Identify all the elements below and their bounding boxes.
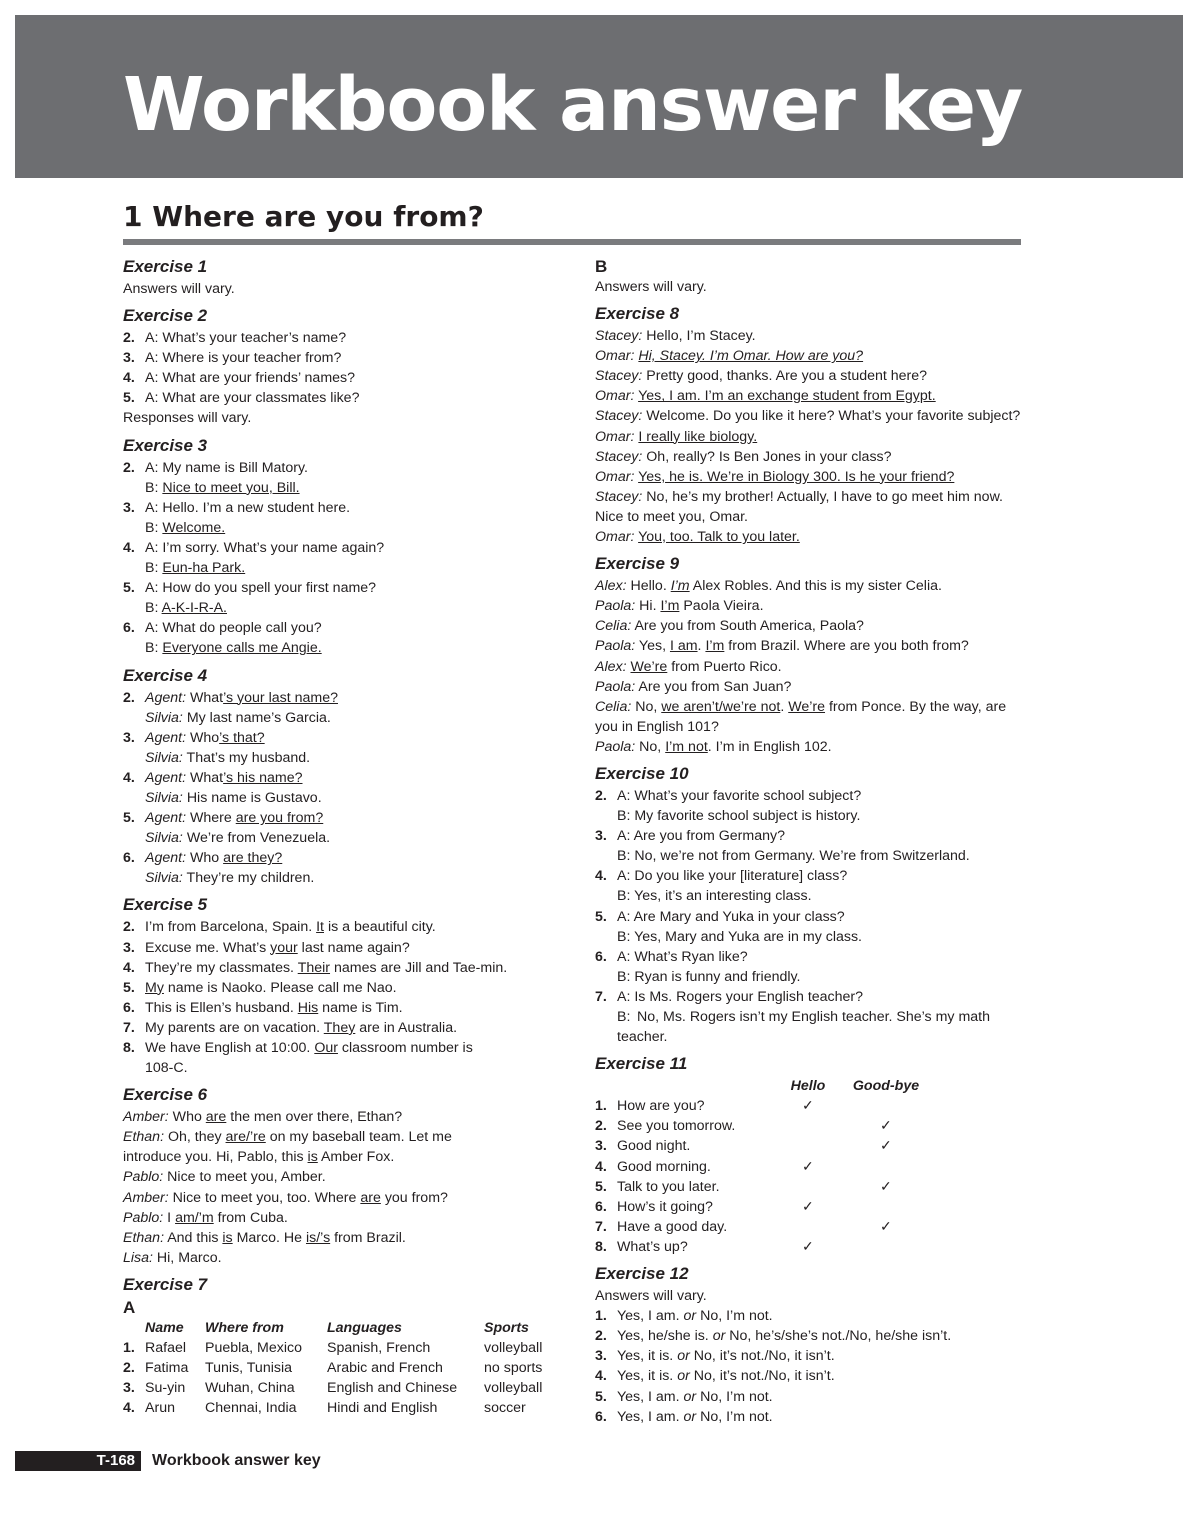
greetings-table: [595, 1076, 931, 1257]
dialogue-line: Stacey: Pretty good, thanks. Are you a student here?: [595, 368, 928, 385]
table-row: 4. Good morning. ✓: [595, 1157, 931, 1177]
list-item: 2. A: What’s your favorite school subject?: [595, 787, 862, 804]
dialogue-line: Paola: No, I’m not. I’m in English 102.: [595, 738, 832, 755]
dialogue-line: Ethan: Oh, they are/’re on my baseball team. Let me: [123, 1129, 452, 1146]
list-item: 7. My parents are on vacation. They are in Australia.: [123, 1019, 458, 1036]
list-item: 6. A: What do people call you?: [123, 620, 322, 637]
table-row: 1. Rafael Puebla, Mexico Spanish, French volleyball: [123, 1340, 543, 1357]
list-item: 4. A: I’m sorry. What’s your name again?: [123, 539, 385, 556]
dialogue-line: Omar: You, too. Talk to you later.: [595, 529, 800, 546]
exercise-heading: Exercise 3: [123, 435, 208, 455]
dialogue-line: Paola: Are you from San Juan?: [595, 678, 792, 695]
check-mark: [775, 1177, 841, 1197]
list-item: 108-C.: [145, 1060, 188, 1077]
answer-text: Answers will vary.: [595, 1288, 707, 1305]
list-item: B: Yes, it’s an interesting class.: [617, 888, 812, 905]
column-header: Where from: [205, 1319, 284, 1336]
check-mark: ✓: [880, 1138, 892, 1155]
column-header: Languages: [327, 1319, 402, 1336]
column-header: Good-bye: [852, 1078, 920, 1095]
dialogue-line: Amber: Nice to meet you, too. Where are you from?: [123, 1189, 448, 1206]
exercise-heading: Exercise 1: [123, 257, 208, 276]
table-header-row: [595, 1076, 931, 1096]
check-mark: [775, 1116, 841, 1136]
dialogue-line: Alex: Hello. I’m Alex Robles. And this is my sister Celia.: [595, 578, 942, 595]
dialogue-line: Amber: Who are the men over there, Ethan?: [123, 1109, 403, 1126]
table-row: 3. Good night. ✓: [595, 1136, 931, 1156]
answer-text: Answers will vary.: [123, 281, 235, 297]
unit-divider: [123, 239, 1021, 245]
list-item: 3. A: Are you from Germany?: [595, 828, 785, 845]
unit-title: 1 Where are you from?: [123, 200, 484, 233]
list-item: 5. Yes, I am. or No, I’m not.: [595, 1388, 773, 1405]
dialogue-line: Celia: No, we aren’t/we’re not. We’re from Ponce. By the way, are you in English 101?: [595, 698, 1007, 735]
list-item: 4. A: Do you like your [literature] class?: [595, 868, 848, 885]
answer-text: Responses will vary.: [123, 410, 252, 427]
dialogue-line: Alex: We’re from Puerto Rico.: [595, 658, 782, 675]
list-item: 6. This is Ellen’s husband. His name is Tim.: [123, 999, 403, 1016]
list-item: 2. Agent: What’s your last name?: [123, 689, 338, 706]
list-item: 3. Excuse me. What’s your last name again?: [123, 939, 410, 956]
list-item: 8. We have English at 10:00. Our classroom number is: [123, 1040, 473, 1056]
table-row: 3. Su-yin Wuhan, China English and Chinese volleyball: [123, 1380, 543, 1397]
table-row: 2. See you tomorrow. ✓: [595, 1116, 931, 1136]
list-item: B: Everyone calls me Angie.: [145, 640, 322, 657]
left-column: [123, 257, 563, 1418]
list-item: B: Nice to meet you, Bill.: [145, 479, 300, 496]
dialogue-line: Omar: Yes, I am. I’m an exchange student from Egypt.: [595, 388, 936, 405]
list-item: 5. A: Are Mary and Yuka in your class?: [595, 908, 845, 925]
page-number-tab: [15, 1451, 141, 1471]
exercise-heading: Exercise 7: [123, 1274, 208, 1294]
list-item: B: A-K-I-R-A.: [145, 600, 227, 617]
dialogue-line: Celia: Are you from South America, Paola?: [595, 618, 864, 635]
page-number: T-168: [96, 1452, 135, 1469]
exercise-heading: Exercise 5: [123, 895, 208, 915]
list-item: B: Eun-ha Park.: [145, 560, 246, 577]
column-header: Name: [145, 1319, 184, 1336]
table-row: 1. How are you? ✓: [595, 1096, 931, 1116]
check-mark: ✓: [880, 1218, 892, 1235]
check-mark: [841, 1197, 931, 1217]
exercise-heading: Exercise 11: [595, 1054, 688, 1074]
answer-text: Answers will vary.: [595, 279, 707, 295]
check-mark: [775, 1217, 841, 1237]
list-item: Silvia: That’s my husband.: [145, 749, 311, 766]
list-item: 2. A: My name is Bill Matory.: [123, 459, 308, 476]
check-mark: ✓: [880, 1118, 892, 1135]
list-item: B: No, we’re not from Germany. We’re from Switzerland.: [617, 848, 970, 865]
part-label: B: [595, 257, 608, 276]
list-item: 4. Yes, it is. or No, it’s not./No, it isn’t.: [595, 1368, 835, 1385]
list-item: 6. Yes, I am. or No, I’m not.: [595, 1408, 773, 1425]
dialogue-line: Omar: I really like biology.: [595, 428, 758, 445]
table-row: 6. How’s it going? ✓: [595, 1197, 931, 1217]
exercise-heading: Exercise 8: [595, 304, 680, 324]
check-mark: [841, 1096, 931, 1116]
list-item: 3. Agent: Who’s that?: [123, 729, 265, 746]
table-row: 4. Arun Chennai, India Hindi and English soccer: [123, 1400, 526, 1417]
footer-title: Workbook answer key: [152, 1452, 321, 1469]
list-item: 3. A: Hello. I’m a new student here.: [123, 499, 351, 516]
list-item: 4. Agent: What’s his name?: [123, 769, 303, 786]
list-item: 6. Agent: Who are they?: [123, 850, 283, 867]
list-item: Silvia: My last name’s Garcia.: [145, 709, 331, 726]
part-label: A: [123, 1297, 136, 1317]
list-item: 6. A: What’s Ryan like?: [595, 948, 748, 965]
table-header-row: [123, 1318, 542, 1338]
list-item: 3. Yes, it is. or No, it’s not./No, it isn’t.: [595, 1348, 835, 1365]
dialogue-line: Stacey: Welcome. Do you like it here? What’s your favorite subject?: [595, 408, 1021, 425]
list-item: 5. A: How do you spell your first name?: [123, 580, 377, 597]
dialogue-line: Lisa: Hi, Marco.: [123, 1249, 222, 1266]
check-mark: [775, 1136, 841, 1156]
exercise-heading: Exercise 2: [123, 306, 208, 326]
exercise-heading: Exercise 12: [595, 1264, 689, 1284]
page-title: Workbook answer key: [123, 62, 1023, 148]
dialogue-line: Paola: Hi. I’m Paola Vieira.: [595, 598, 764, 615]
table-row: 7. Have a good day. ✓: [595, 1217, 931, 1237]
list-item: 5. A: What are your classmates like?: [123, 390, 360, 407]
exercise-heading: Exercise 10: [595, 763, 689, 783]
list-item: B: Yes, Mary and Yuka are in my class.: [617, 928, 862, 945]
list-item: 4. A: What are your friends’ names?: [123, 370, 356, 387]
dialogue-line: Ethan: And this is Marco. He is/’s from Brazil.: [123, 1229, 406, 1246]
dialogue-line: Stacey: No, he’s my brother! Actually, I have to go meet him now. Nice to meet you, Omar.: [595, 488, 1003, 525]
list-item: 2. I’m from Barcelona, Spain. It is a beautiful city.: [123, 919, 436, 936]
list-item: B: No, Ms. Rogers isn’t my English teacher. She’s my math teacher.: [617, 1009, 990, 1046]
list-item: 3. A: Where is your teacher from?: [123, 350, 342, 367]
list-item: 7. A: Is Ms. Rogers your English teacher?: [595, 988, 864, 1005]
table-row: 8. What’s up? ✓: [595, 1237, 931, 1257]
list-item: 5. Agent: Where are you from?: [123, 810, 324, 827]
list-item: B: Welcome.: [145, 519, 226, 536]
table-row: 5. Talk to you later. ✓: [595, 1177, 931, 1197]
exercise-heading: Exercise 9: [595, 554, 680, 574]
check-mark: ✓: [802, 1098, 814, 1115]
list-item: B: My favorite school subject is history.: [617, 808, 861, 825]
students-table: [123, 1318, 542, 1418]
exercise-heading: Exercise 4: [123, 665, 208, 685]
exercise-heading: Exercise 6: [123, 1085, 208, 1105]
list-item: 2. A: What’s your teacher’s name?: [123, 330, 347, 347]
dialogue-line: Pablo: Nice to meet you, Amber.: [123, 1169, 326, 1186]
check-mark: ✓: [802, 1238, 814, 1255]
list-item: Silvia: We’re from Venezuela.: [145, 830, 331, 847]
list-item: Silvia: They’re my children.: [145, 870, 315, 887]
table-row: 2. Fatima Tunis, Tunisia Arabic and French no sports: [123, 1360, 543, 1377]
column-header: Hello: [790, 1078, 826, 1095]
column-header: Sports: [484, 1319, 529, 1336]
check-mark: ✓: [802, 1198, 814, 1215]
right-column: [595, 257, 1025, 1427]
dialogue-line: Pablo: I am/’m from Cuba.: [123, 1209, 288, 1226]
dialogue-line: Stacey: Hello, I’m Stacey.: [595, 328, 756, 345]
dialogue-line: introduce you. Hi, Pablo, this is Amber Fox.: [123, 1149, 395, 1166]
list-item: 1. Yes, I am. or No, I’m not.: [595, 1308, 773, 1325]
dialogue-line: Paola: Yes, I am. I’m from Brazil. Where are you both from?: [595, 638, 969, 655]
list-item: Silvia: His name is Gustavo.: [145, 789, 322, 806]
check-mark: ✓: [880, 1178, 892, 1195]
check-mark: ✓: [802, 1158, 814, 1175]
dialogue-line: Omar: Hi, Stacey. I’m Omar. How are you?: [595, 348, 864, 365]
list-item: 4. They’re my classmates. Their names are Jill and Tae-min.: [123, 959, 508, 976]
list-item: 2. Yes, he/she is. or No, he’s/she’s not./No, he/she isn’t.: [595, 1328, 952, 1345]
dialogue-line: Omar: Yes, he is. We’re in Biology 300. Is he your friend?: [595, 468, 955, 485]
check-mark: [841, 1237, 931, 1257]
check-mark: [841, 1157, 931, 1177]
list-item: B: Ryan is funny and friendly.: [617, 968, 801, 985]
dialogue-line: Stacey: Oh, really? Is Ben Jones in your class?: [595, 448, 892, 465]
list-item: 5. My name is Naoko. Please call me Nao.: [123, 979, 397, 996]
